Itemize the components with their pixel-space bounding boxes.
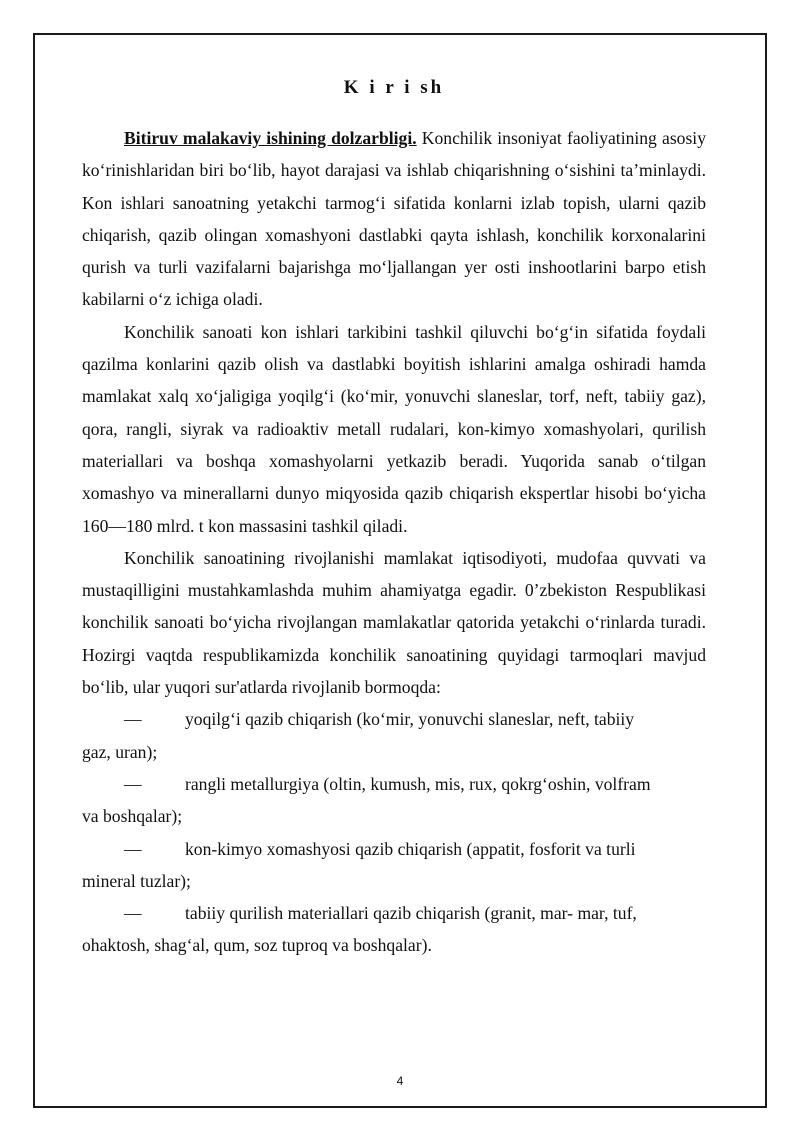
list-dash: — bbox=[124, 838, 142, 859]
page-title: K i r i sh bbox=[343, 77, 445, 98]
paragraph-mining-industry: Konchilik sanoati kon ishlari tarkibini tashkil qiluvchi bo‘g‘in sifatida foydali qazilma konlarini qazib olish va dastlabki boyitish ishlarini amalga oshiradi hamda mamlakat xalq xo‘jaligiga yoqilg‘i (ko‘mir, yonuvchi slaneslar, torf, neft, tabiiy gaz), qora, rangli, siyrak va radioaktiv metall rudalari, kon-kimyo xomashyolari, qurilish materiallari va boshqa xomashyolarni yetkazib beradi. Yuqorida sanab o‘tilgan xomashyo va minerallarni dunyo miqyosida qazib chiqarish ekspertlar hisobi bo‘yicha 160—180 mlrd. t kon massasini tashkil qiladi. bbox=[82, 321, 706, 536]
list-item-text: kon-kimyo xomashyosi qazib chiqarish (appatit, fosforit va turli bbox=[185, 838, 636, 859]
list-item bbox=[82, 703, 706, 768]
paragraph-relevance bbox=[82, 122, 706, 316]
list-item-text: tabiiy qurilish materiallari qazib chiqarish (granit, mar- mar, tuf, bbox=[185, 903, 637, 924]
list-item-text: rangli metallurgiya (oltin, kumush, mis, rux, qokrg‘oshin, volfram bbox=[185, 773, 651, 794]
document-body bbox=[82, 72, 706, 962]
list-item-continuation: mineral tuzlar); bbox=[82, 870, 191, 891]
list-item bbox=[82, 833, 706, 898]
paragraph-development: Konchilik sanoatining rivojlanishi mamlakat iqtisodiyoti, mudofaa quvvati va mustaqilligini mustahkamlashda muhim ahamiyatga egadir. 0’zbekiston Respublikasi konchilik sanoati bo‘yicha rivojlangan mamlakatlar qatorida yetakchi o‘rinlarda turadi. Hozirgi vaqtda respublikamizda konchilik sanoatining quyidagi tarmoqlari mavjud bo‘lib, ular yuqori sur'atlarda rivojlanib bormoqda: bbox=[82, 547, 706, 698]
list-dash: — bbox=[124, 903, 142, 924]
list-dash: — bbox=[124, 709, 142, 730]
list-item-continuation: gaz, uran); bbox=[82, 741, 158, 762]
list-item bbox=[82, 768, 706, 833]
list-item bbox=[82, 897, 706, 962]
page-number: 4 bbox=[396, 1074, 404, 1088]
paragraph-text: Konchilik insoniyat faoliyatining asosiy ko‘rinishlaridan biri bo‘lib, hayot darajasi va ishlab chiqarishning o‘sishini ta’minlaydi. Kon ishlari sanoatning yetakchi tarmog‘i sifatida konlarni izlab topish, ularni qazib chiqarish, qazib olingan xomashyoni dastlabki qayta ishlash, konchilik korxonalarini qurish va turli vazifalarni bajarishga mo‘ljallangan yer osti inshootlarini barpo etish kabilarni o‘z ichiga oladi. bbox=[82, 128, 706, 310]
list-item-text: yoqilg‘i qazib chiqarish (ko‘mir, yonuvchi slaneslar, neft, tabiiy bbox=[185, 709, 635, 730]
list-item-continuation: ohaktosh, shag‘al, qum, soz tuproq va boshqalar). bbox=[82, 935, 432, 956]
section-lead-heading: Bitiruv malakaviy ishining dolzarbligi. bbox=[124, 128, 417, 148]
list-dash: — bbox=[124, 773, 142, 794]
list-item-continuation: va boshqalar); bbox=[82, 806, 183, 827]
